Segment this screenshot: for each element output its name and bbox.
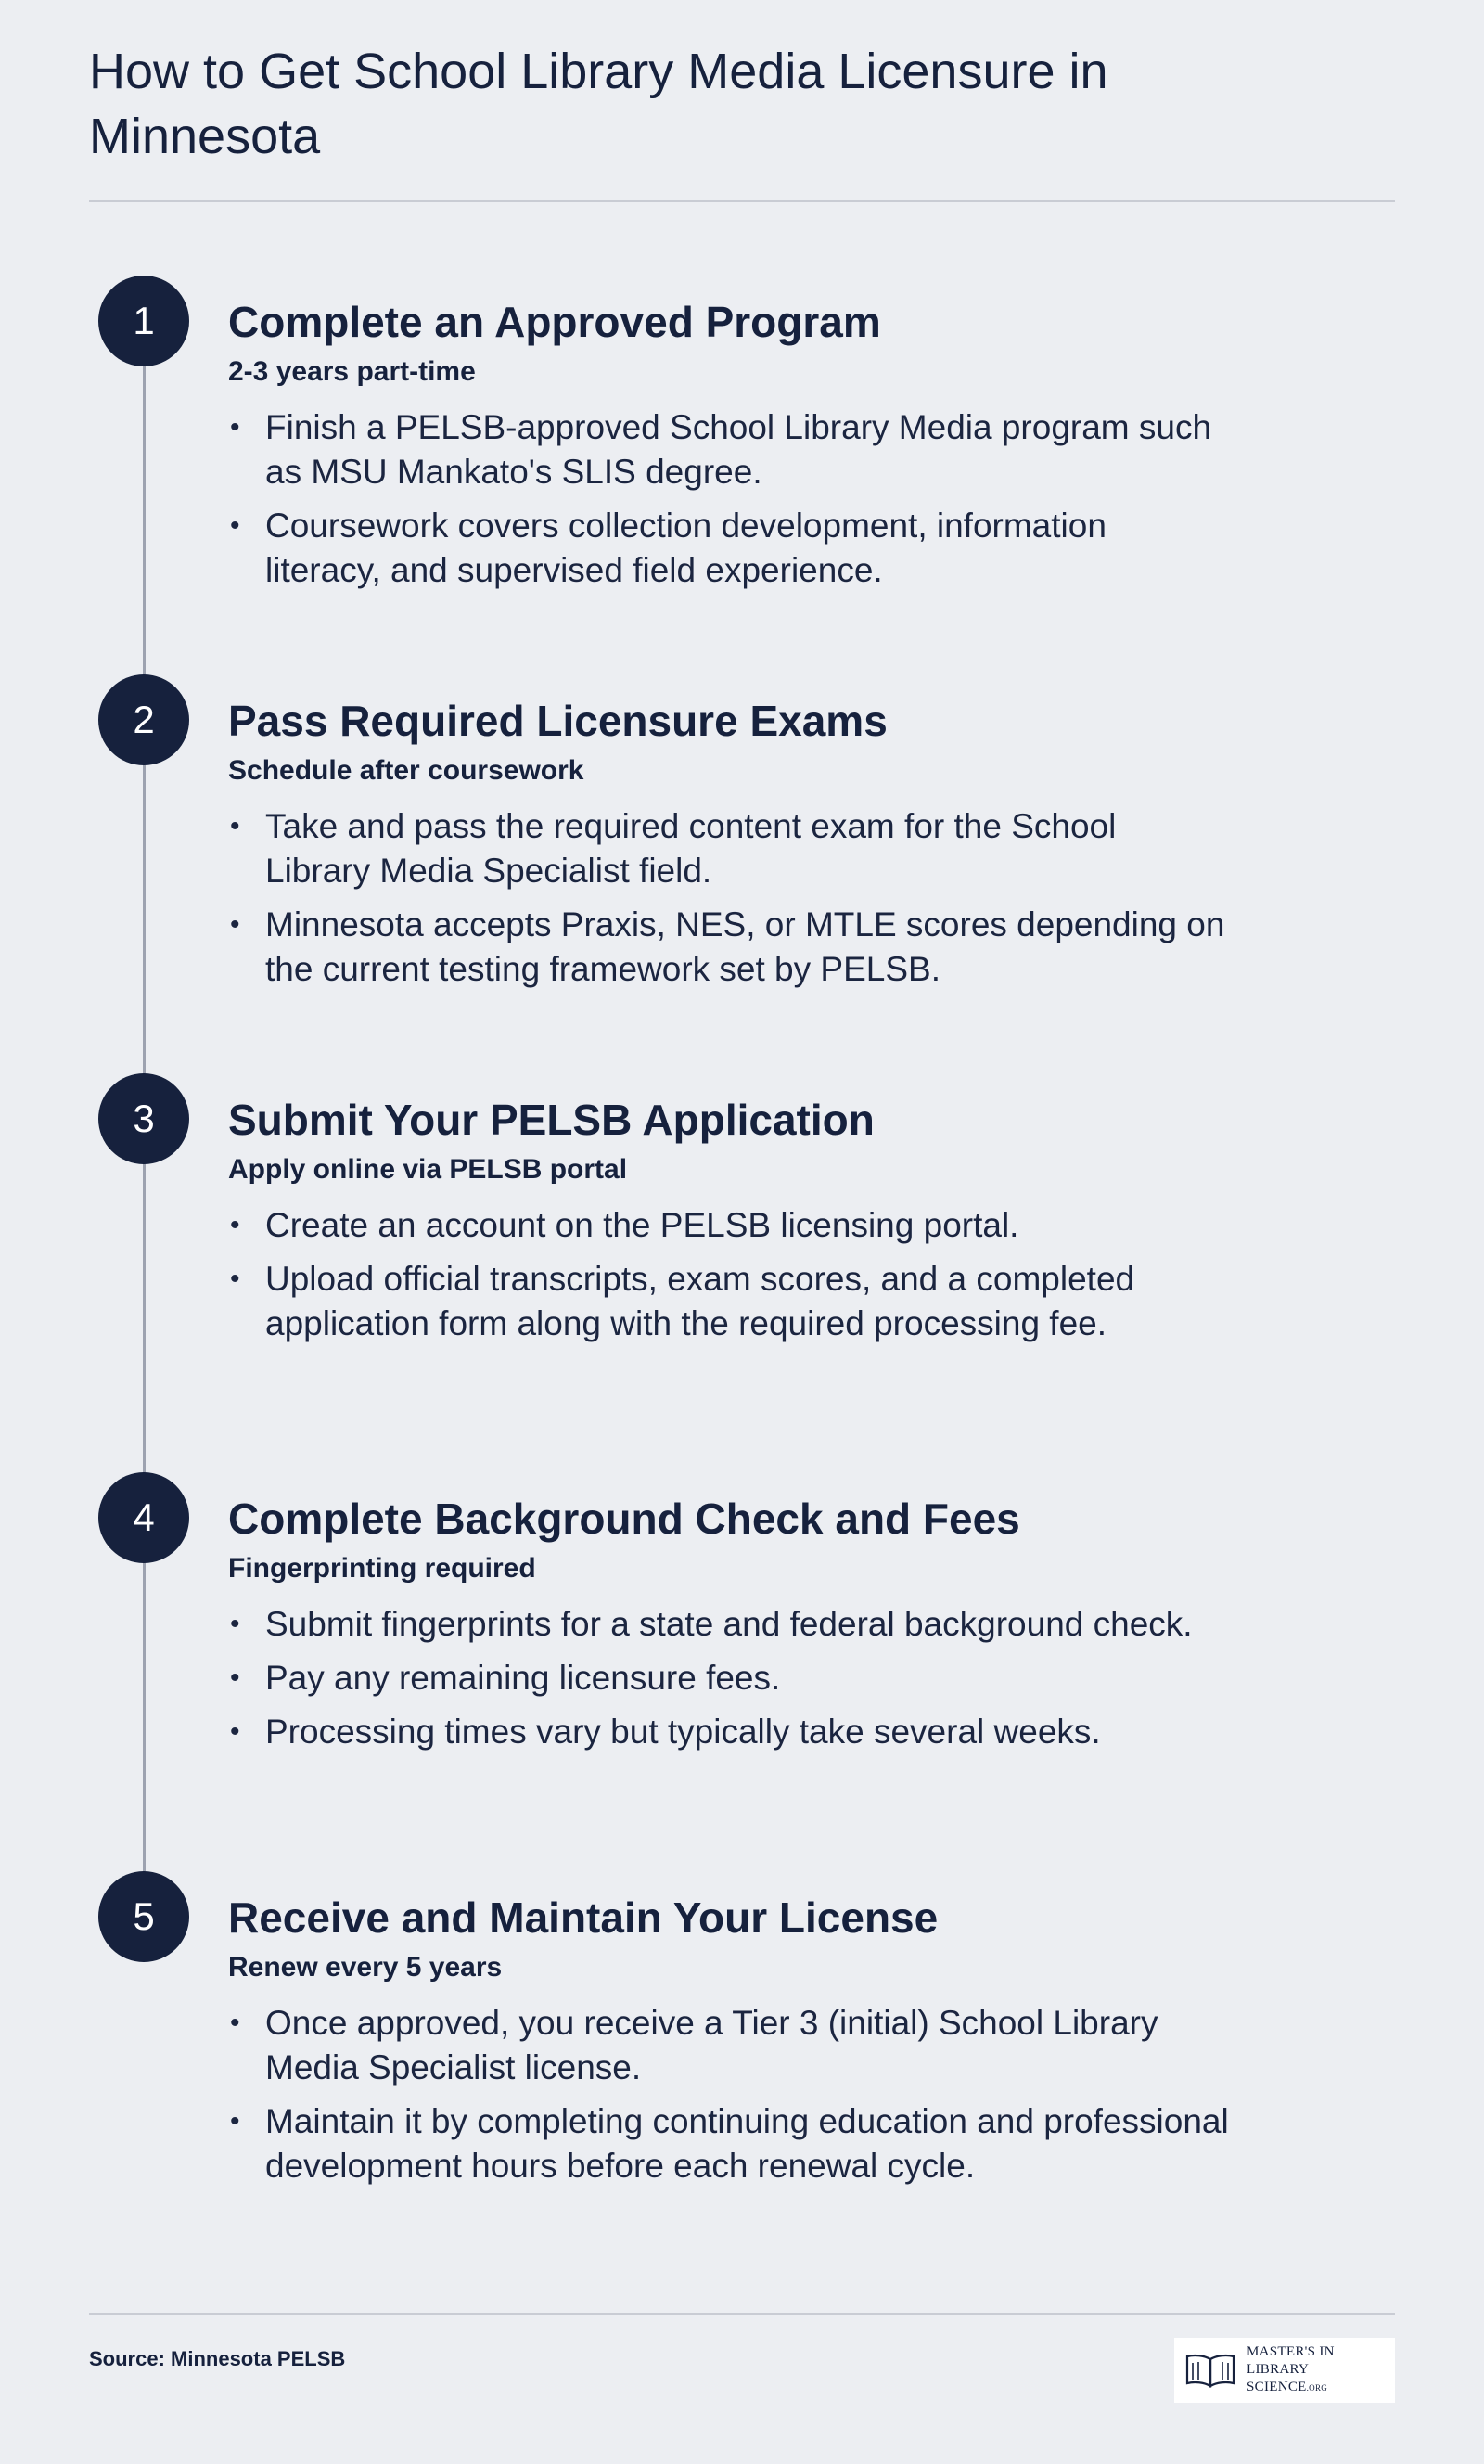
step-bullet-list: [228, 405, 1230, 602]
step-bullet: • Coursework covers collection development, information literacy, and supervised field experience.: [228, 504, 1230, 593]
step-number-circle: 3: [98, 1073, 189, 1164]
step-subtitle: Renew every 5 years: [228, 1952, 503, 1983]
step-bullet-list: [228, 1602, 1230, 1764]
step-title: Submit Your PELSB Application: [228, 1096, 875, 1144]
step-title: Complete Background Check and Fees: [228, 1495, 1020, 1543]
step-bullet: • Maintain it by completing continuing education and professional development hours before each renewal cycle.: [228, 2099, 1230, 2188]
step-number-circle: 4: [98, 1472, 189, 1563]
step-bullet-list: [228, 1203, 1230, 1355]
step-bullet: • Once approved, you receive a Tier 3 (initial) School Library Media Specialist license.: [228, 2001, 1230, 2090]
step-bullet: • Finish a PELSB-approved School Library Media program such as MSU Mankato's SLIS degree.: [228, 405, 1230, 494]
step-subtitle: Schedule after coursework: [228, 755, 584, 786]
step-bullet-list: [228, 2001, 1230, 2198]
step-title: Pass Required Licensure Exams: [228, 697, 888, 745]
step-bullet: • Upload official transcripts, exam scores, and a completed application form along with the required processing fee.: [228, 1257, 1230, 1346]
logo-line-2: LIBRARY SCIENCE: [1247, 2362, 1309, 2394]
step-bullet: • Create an account on the PELSB licensing portal.: [228, 1203, 1230, 1248]
logo-line-1: MASTER'S IN: [1247, 2344, 1335, 2359]
step-subtitle: 2-3 years part-time: [228, 356, 476, 387]
logo-suffix: .ORG: [1306, 2383, 1328, 2393]
step-bullet: • Minnesota accepts Praxis, NES, or MTLE scores depending on the current testing framework set by PELSB.: [228, 903, 1230, 992]
step-subtitle: Apply online via PELSB portal: [228, 1154, 628, 1185]
step-subtitle: Fingerprinting required: [228, 1553, 536, 1584]
step-bullet: • Processing times vary but typically take several weeks.: [228, 1710, 1230, 1754]
step-number-circle: 1: [98, 276, 189, 366]
open-book-icon: [1183, 2352, 1237, 2389]
step-title: Receive and Maintain Your License: [228, 1893, 939, 1942]
step-bullet-list: [228, 804, 1230, 1001]
step-bullet: • Submit fingerprints for a state and federal background check.: [228, 1602, 1230, 1647]
step-title: Complete an Approved Program: [228, 298, 881, 346]
footer-divider: [89, 2313, 1395, 2315]
page-title: How to Get School Library Media Licensure in Minnesota: [89, 44, 1108, 164]
step-number-circle: 5: [98, 1871, 189, 1962]
source-note: Source: Minnesota PELSB: [89, 2347, 346, 2370]
step-number-circle: 2: [98, 674, 189, 765]
site-logo: [1174, 2338, 1395, 2403]
header-divider: [89, 200, 1395, 202]
logo-wordmark: [1247, 2343, 1386, 2397]
step-bullet: • Pay any remaining licensure fees.: [228, 1656, 1230, 1700]
step-bullet: • Take and pass the required content exam for the School Library Media Specialist field.: [228, 804, 1230, 893]
